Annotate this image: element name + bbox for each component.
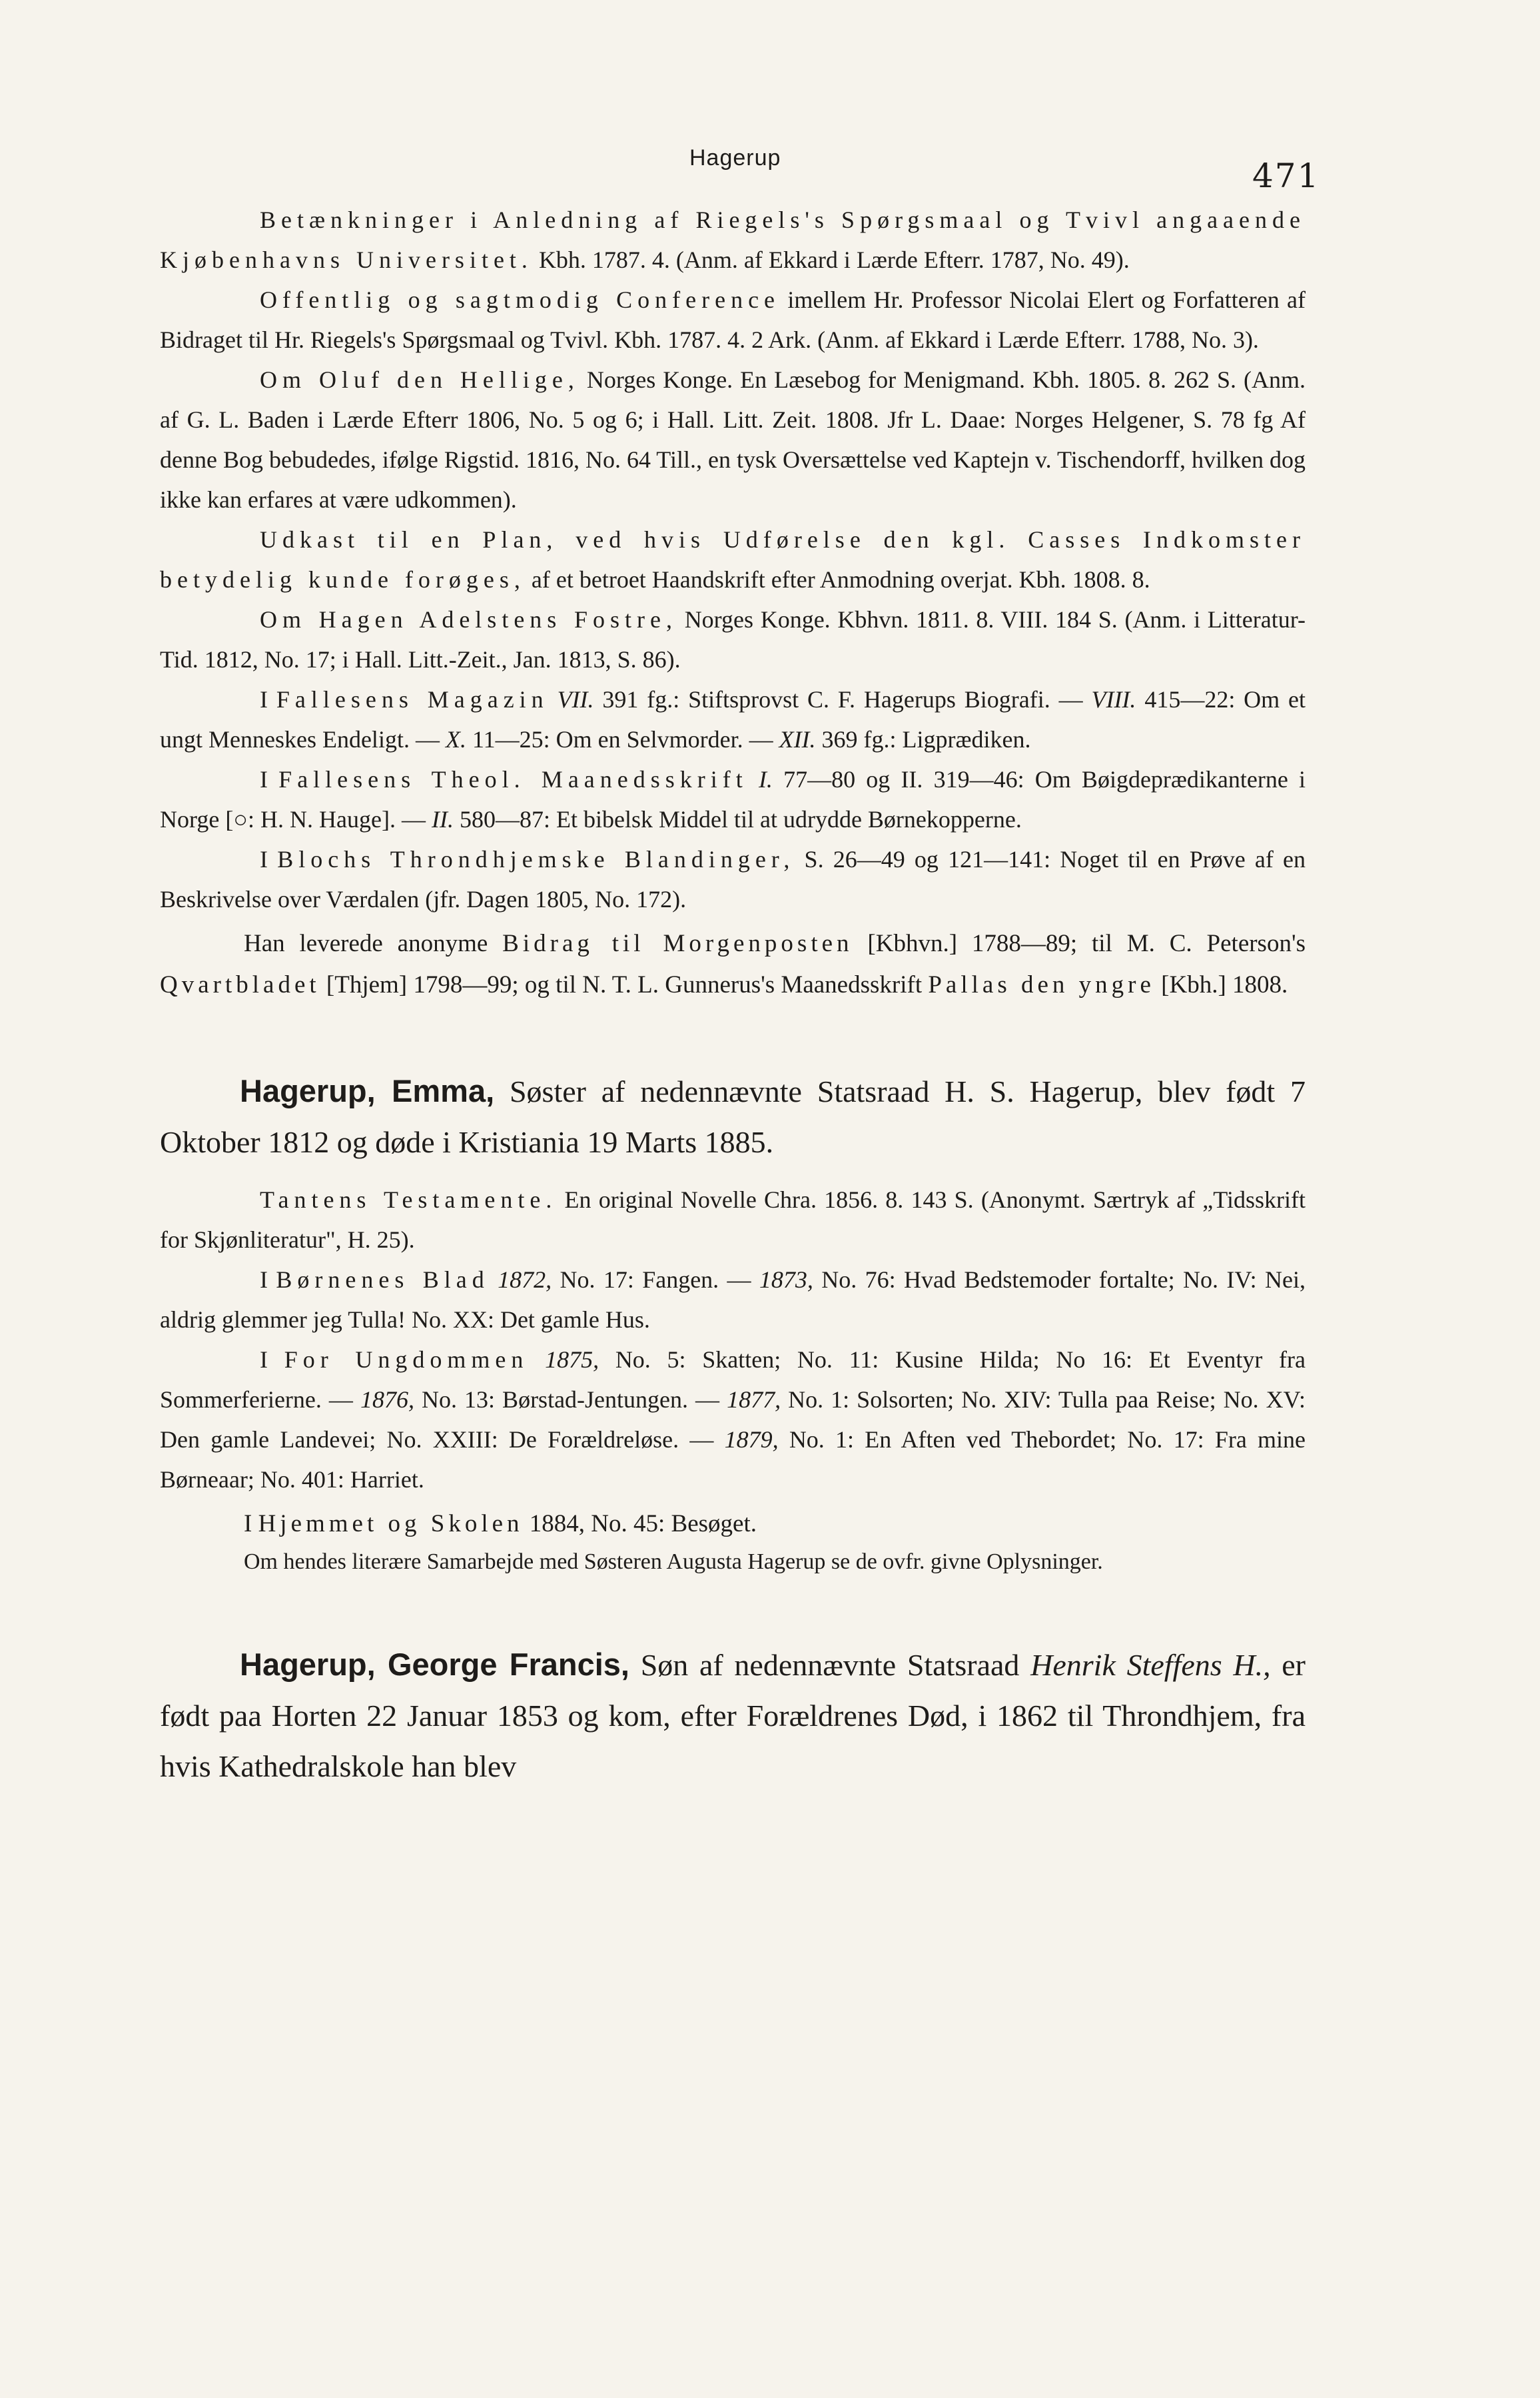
volume-number: VIII. — [1091, 686, 1136, 713]
note-text: Han leverede anonyme — [244, 930, 488, 957]
entry-details: 11—25: Om en Selvmorder. — — [472, 726, 773, 753]
volume-number: XII. — [779, 726, 816, 753]
entry-details: No. 13: Børstad-Jentungen. — — [422, 1386, 720, 1413]
biography-heading — [160, 1639, 1306, 1792]
year: 1877, — [727, 1386, 781, 1413]
contributions-note — [160, 923, 1306, 1006]
entry-details: 415—22: Om et ungt Menneskes Endeligt. — — [160, 686, 1306, 753]
biography-heading — [160, 1066, 1306, 1168]
entry-title: Om Hagen Adelstens Fostre, — [260, 606, 677, 633]
entry-prefix: I — [260, 686, 268, 713]
entry-details: 369 fg.: Ligprædiken. — [821, 726, 1031, 753]
entry-prefix: I — [260, 1346, 268, 1373]
biography-text: er født paa Horten 22 Januar 1853 og kom, efter Forældrenes Død, i 1862 til Throndhjem, fra hvis Kathedralskole han blev — [160, 1648, 1306, 1783]
entry-details: imellem Hr. Professor Nicolai Elert og Forfatteren af Bidraget til Hr. Riegels's Spørgsmaal og Tvivl. Kbh. 1787. 4. 2 Ark. (Anm. af Ekkard i Lærde Efterr. 1788, No. 3). — [160, 286, 1306, 353]
entry-title: Hjemmet og Skolen — [258, 1510, 524, 1537]
bibliography-entry — [160, 200, 1306, 280]
bibliography-entry — [160, 520, 1306, 600]
entry-prefix: I — [260, 1266, 268, 1293]
bibliography-entry — [160, 679, 1306, 759]
bibliography-entry — [160, 1340, 1306, 1499]
year: 1876, — [360, 1386, 414, 1413]
entry-prefix: I — [260, 766, 268, 793]
entry-details: No. 1: En Aften ved Thebordet; No. 17: Fra mine Børneaar; No. 401: Harriet. — [160, 1426, 1306, 1493]
volume-number: I. — [758, 766, 773, 793]
year: 1873, — [759, 1266, 813, 1293]
entry-details: af et betroet Haandskrift efter Anmodning overjat. Kbh. 1808. 8. — [531, 566, 1150, 593]
entry-details: No. 76: Hvad Bedstemoder fortalte; No. IV: Nei, aldrig glemmer jeg Tulla! No. XX: Det gamle Hus. — [160, 1266, 1306, 1333]
entry-details: S. 26—49 og 121—141: Noget til en Prøve af en Beskrivelse over Værdalen (jfr. Dagen 1805, No. 172). — [160, 846, 1306, 913]
entry-details: 1884, No. 45: Besøget. — [529, 1510, 757, 1537]
running-head: Hagerup — [689, 145, 781, 171]
volume-number: VII. — [557, 686, 594, 713]
father-name: Henrik Steffens H., — [1030, 1648, 1271, 1682]
note-text: [Kbhvn.] 1788—89; til M. C. Peterson's — [867, 930, 1306, 957]
entry-details: No. 1: Solsorten; No. XIV: Tulla paa Reise; No. XV: Den gamle Landevei; No. XXIII: De Forældreløse. — — [160, 1386, 1306, 1453]
year: 1872, — [498, 1266, 552, 1293]
year: 1875, — [545, 1346, 599, 1373]
entry-title: Udkast til en Plan, ved hvis Udførelse den kgl. Casses Indkomster betydelig kunde forøges, — [160, 526, 1306, 593]
collaboration-note: Om hendes literære Samarbejde med Søsteren Augusta Hagerup se de ovfr. givne Oplysninger. — [244, 1549, 1103, 1574]
person-name: Hagerup, Emma, — [240, 1073, 495, 1108]
entry-title: Fallesens Magazin — [276, 686, 549, 713]
entry-details: En original Novelle Chra. 1856. 8. 143 S. (Anonymt. Særtryk af „Tidsskrift for Skjønliteratur", H. 25). — [160, 1186, 1306, 1253]
entry-details: Norges Konge. En Læsebog for Menigmand. Kbh. 1805. 8. 262 S. (Anm. af G. L. Baden i Lærde Efterr 1806, No. 5 og 6; i Hall. Litt. Zeit. 1808. Jfr L. Daae: Norges Helgener, S. 78 fg Af denne Bog bebudedes, ifølge Rigstid. 1816, No. 64 Till., en tysk Oversættelse ved Kaptejn v. Tischendorff, hvilken dog ikke kan erfares at være udkommen). — [160, 366, 1306, 513]
entry-title: Offentlig og sagtmodig Conference — [260, 286, 781, 313]
note-text: [Kbh.] 1808. — [1161, 971, 1288, 999]
entry-prefix: I — [244, 1510, 252, 1537]
entry-prefix: I — [260, 846, 268, 873]
entry-title: Fallesens Theol. Maanedsskrift — [278, 766, 748, 793]
entry-title: Betænkninger i Anledning af Riegels's Spørgsmaal og Tvivl angaaende Kjøbenhavns Universitet. — [160, 206, 1306, 273]
bibliography-entry — [160, 759, 1306, 839]
bibliography-entry — [160, 1180, 1306, 1260]
bibliography-entry — [160, 360, 1306, 520]
entry-details: Kbh. 1787. 4. (Anm. af Ekkard i Lærde Efterr. 1787, No. 49). — [538, 246, 1130, 273]
entry-details: No. 17: Fangen. — — [560, 1266, 751, 1293]
entry-title: Blochs Throndhjemske Blandinger, — [277, 846, 795, 873]
note-text: [Thjem] 1798—99; og til N. T. L. Gunnerus's Maanedsskrift — [326, 971, 923, 999]
volume-number: II. — [432, 806, 454, 833]
bibliography-entry — [160, 839, 1306, 919]
periodical-title: Qvartbladet — [160, 971, 320, 999]
page-content — [160, 200, 1306, 1804]
entry-details: No. 5: Skatten; No. 11: Kusine Hilda; No 16: Et Eventyr fra Sommerferierne. — — [160, 1346, 1306, 1413]
page-number: 471 — [1252, 157, 1320, 195]
bibliography-entry — [160, 1260, 1306, 1340]
entry-details: 580—87: Et bibelsk Middel til at udrydde Børnekopperne. — [459, 806, 1022, 833]
biography-text: Søn af nedennævnte Statsraad — [640, 1648, 1020, 1682]
person-name: Hagerup, George Francis, — [240, 1647, 629, 1682]
entry-details: 77—80 og II. 319—46: Om Bøigdeprædikanterne i Norge [○: H. N. Hauge]. — — [160, 766, 1306, 833]
entry-title: For Ungdommen — [284, 1346, 529, 1373]
entry-title: Børnenes Blad — [276, 1266, 490, 1293]
year: 1879, — [724, 1426, 779, 1453]
entry-title: Tantens Testamente. — [260, 1186, 558, 1213]
entry-title: Om Oluf den Hellige, — [260, 366, 579, 393]
entry-details: 391 fg.: Stiftsprovst C. F. Hagerups Biografi. — — [602, 686, 1083, 713]
biography-text: Søster af nedennævnte Statsraad H. S. Hagerup, blev født 7 Oktober 1812 og døde i Kristiania 19 Marts 1885. — [160, 1074, 1306, 1159]
volume-number: X. — [445, 726, 466, 753]
entry-details: Norges Konge. Kbhvn. 1811. 8. VIII. 184 S. (Anm. i Litteratur-Tid. 1812, No. 17; i Hall. Litt.-Zeit., Jan. 1813, S. 86). — [160, 606, 1306, 673]
bibliography-entry — [160, 1503, 1306, 1545]
periodical-title: Pallas den yngre — [928, 971, 1155, 999]
bibliography-entry — [160, 280, 1306, 360]
bibliography-entry — [160, 600, 1306, 679]
periodical-title: Bidrag til Morgenposten — [502, 930, 853, 957]
